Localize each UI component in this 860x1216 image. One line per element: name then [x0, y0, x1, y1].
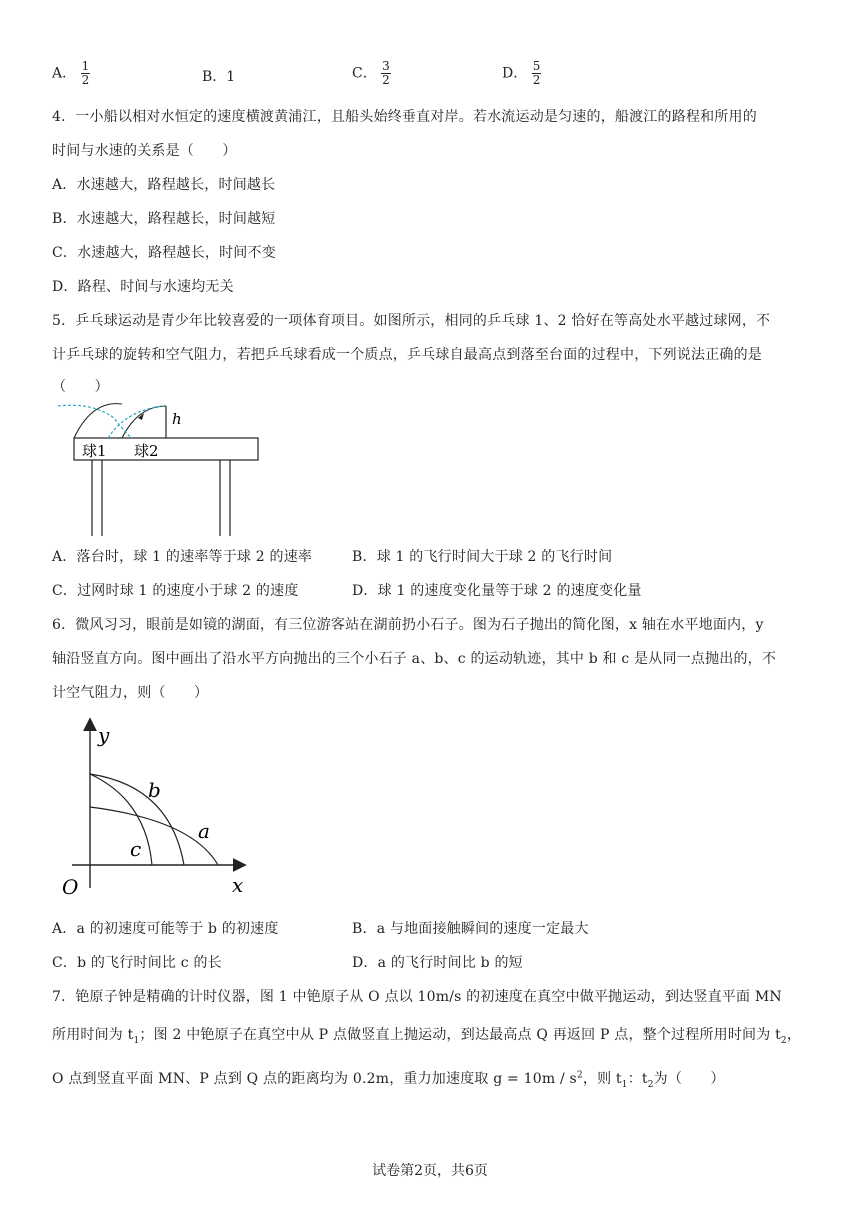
q4-stem-line1: 4．一小船以相对水恒定的速度横渡黄浦江，且船头始终垂直对岸。若水流运动是匀速的，船渡江的路程和所用的: [52, 109, 757, 125]
a-label: a: [198, 819, 210, 843]
ball2-label: 球2: [134, 442, 159, 460]
q3-option-c: [352, 60, 391, 87]
option-value: 1: [226, 69, 236, 85]
denominator: 2: [382, 73, 390, 87]
q4-option-d: D．路程、时间与水速均无关: [52, 279, 234, 295]
q5-stem-line1: 5．乒乓球运动是青少年比较喜爱的一项体育项目。如图所示，相同的乒乓球 1、2 恰好在等高处水平越过球网，不: [52, 313, 771, 329]
q7-text: 为（ ）: [653, 1071, 725, 1087]
b-label: b: [148, 778, 161, 802]
subscript: 1: [621, 1079, 628, 1090]
x-label: x: [232, 873, 244, 897]
subscript: 1: [133, 1035, 140, 1046]
fraction: [532, 60, 542, 87]
origin-label: O: [62, 875, 79, 899]
q5-option-a: A．落台时，球 1 的速率等于球 2 的速率: [52, 549, 313, 565]
q4-option-a: A．水速越大，路程越长，时间越长: [52, 177, 276, 193]
ball1-label: 球1: [82, 442, 107, 460]
q7-text: ；图 2 中铯原子在真空中从 P 点做竖直上抛运动，到达最高点 Q 再返回 P 点，整个过程所用时间为 t: [139, 1027, 781, 1043]
q6-option-b: B．a 与地面接触瞬间的速度一定最大: [352, 921, 589, 937]
q7-text: ，则 t: [582, 1071, 622, 1087]
q3-option-a: [52, 60, 90, 87]
fraction: [381, 60, 391, 87]
q6-stem-line2: 轴沿竖直方向。图中画出了沿水平方向抛出的三个小石子 a、b、c 的运动轨迹，其中 b 和 c 是从同一点抛出的，不: [52, 651, 777, 667]
trajectory-c: [90, 774, 152, 865]
q6-option-c: C．b 的飞行时间比 c 的长: [52, 955, 222, 971]
q6-stem-line1: 6．微风习习，眼前是如镜的湖面，有三位游客站在湖前扔小石子。图为石子抛出的简化图，x 轴在水平地面内，y: [52, 617, 764, 633]
h-label: h: [172, 410, 182, 428]
q5-table-figure: [52, 396, 282, 538]
q7-stem-line1: 7．铯原子钟是精确的计时仪器，图 1 中铯原子从 O 点以 10m/s 的初速度在真空中做平抛运动，到达竖直平面 MN: [52, 989, 782, 1005]
y-label: y: [98, 723, 110, 747]
q3-option-b: [202, 66, 235, 86]
q4-option-c: C．水速越大，路程越长，时间不变: [52, 245, 276, 261]
c-label: c: [130, 837, 142, 861]
q7-stem-line2: 所用时间为 $t_1$；图 2 中铯原子在真空中从 P 点做竖直上抛运动，到达最高点 Q 再返回 P 点，整个过程所用时间为 $t_2$，: [52, 1027, 802, 1046]
q6-option-d: D．a 的飞行时间比 b 的短: [352, 955, 523, 971]
q7-text: ：t: [627, 1071, 648, 1087]
subscript: 2: [647, 1079, 654, 1090]
page-footer: 试卷第2页，共6页: [372, 1163, 488, 1179]
ball1-trajectory: [74, 404, 122, 438]
fraction: [81, 60, 91, 87]
option-label: B．: [202, 69, 227, 85]
q7-text: O 点到竖直平面 MN、P 点到 Q 点的距离均为 0.2m，重力加速度取 g = 10m / s: [52, 1071, 577, 1087]
q5-option-c: C．过网时球 1 的速度小于球 2 的速度: [52, 583, 299, 599]
q4-stem-line2: 时间与水速的关系是（ ）: [52, 143, 237, 159]
subscript: 2: [780, 1035, 787, 1046]
q7-stem-line3: [52, 1068, 725, 1090]
option-label: C．: [352, 65, 377, 82]
q7-text: 所用时间为 t: [52, 1027, 134, 1043]
q5-option-b: B．球 1 的飞行时间大于球 2 的飞行时间: [352, 549, 613, 565]
q5-stem-line2: 计乒乓球的旋转和空气阻力，若把乒乓球看成一个质点，乒乓球自最高点到落至台面的过程中，下列说法正确的是: [52, 347, 762, 363]
q5-stem-line3: （ ）: [52, 379, 109, 395]
q4-option-b: B．水速越大，路程越长，时间越短: [52, 211, 276, 227]
q6-option-a: A．a 的初速度可能等于 b 的初速度: [52, 921, 279, 937]
numerator: 3: [382, 59, 390, 73]
q6-stem-line3: 计空气阻力，则（ ）: [52, 685, 209, 701]
q6-trajectory-figure: [52, 712, 262, 902]
superscript: 2: [576, 1070, 583, 1081]
numerator: 5: [532, 59, 541, 73]
q3-option-d: [502, 60, 541, 87]
option-label: D．: [502, 65, 528, 82]
denominator: 2: [81, 73, 90, 87]
denominator: 2: [532, 73, 541, 87]
numerator: 1: [81, 59, 90, 73]
q5-option-d: D．球 1 的速度变化量等于球 2 的速度变化量: [352, 583, 642, 599]
option-label: A．: [52, 65, 77, 82]
